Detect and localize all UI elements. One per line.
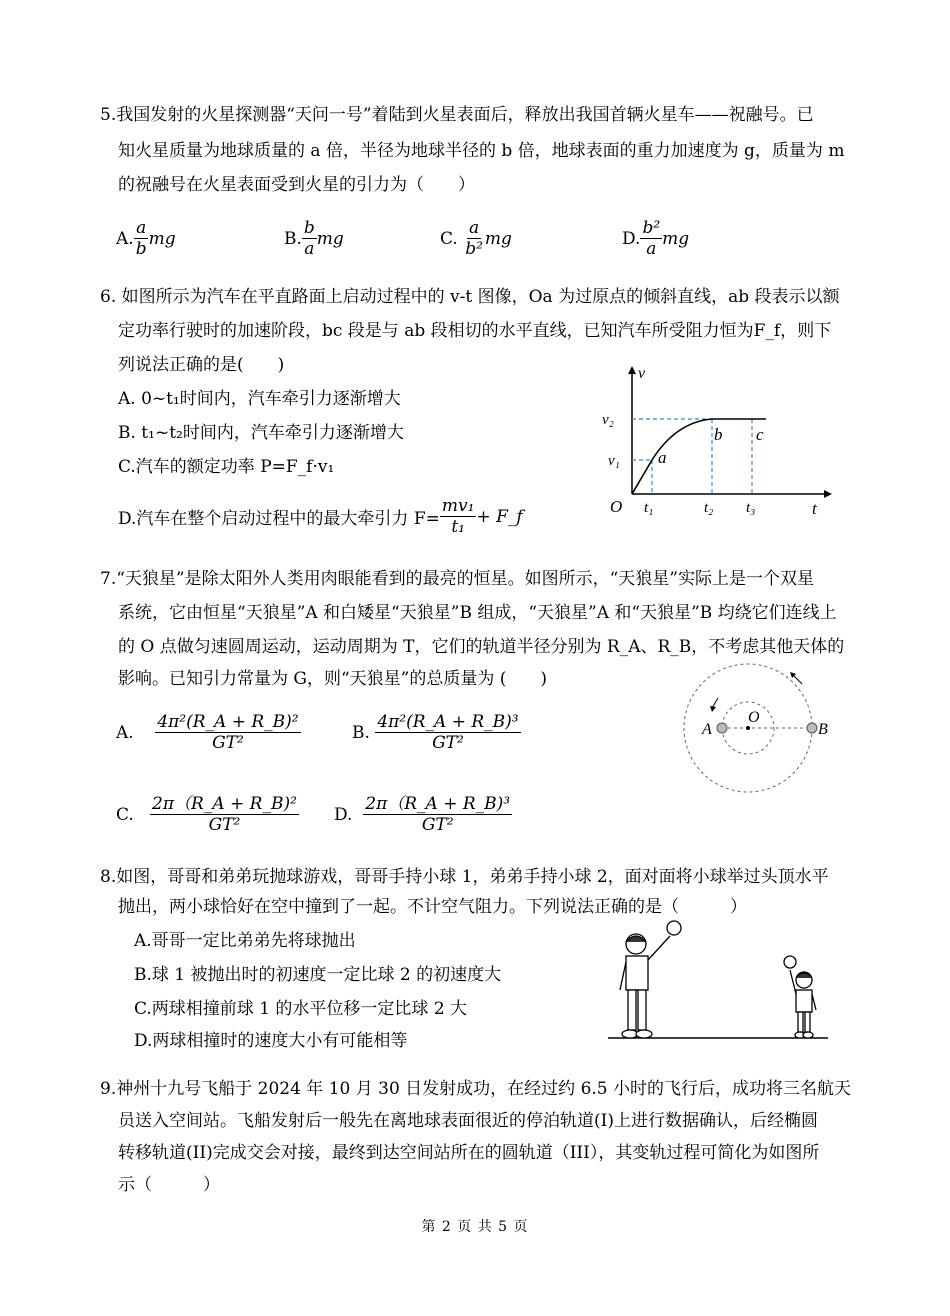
q5-line-1: 5.我国发射的火星探测器“天问一号”着陆到火星表面后，释放出我国首辆火星车——祝融号。已 [100, 105, 814, 125]
t3-label: t₃ [746, 500, 756, 516]
q9-line-4: 示（ ） [118, 1175, 220, 1195]
q7-option-b[interactable]: B. $\frac{\text{4π²(R\_A + R\_B)³}}{\text{GT²}}$ [352, 712, 519, 753]
q8-option-b[interactable]: B.球 1 被抛出时的初速度一定比球 2 的初速度大 [134, 965, 502, 985]
q9-line-2: 员送入空间站。飞船发射后一般先在离地球表面很近的停泊轨道(I)上进行数据确认，后经椭圆 [118, 1111, 818, 1131]
star-a-label: A [702, 721, 712, 738]
q5-line-2: 知火星质量为地球质量的 a 倍，半径为地球半径的 b 倍，地球表面的重力加速度为 g，质量为 m [118, 141, 845, 161]
q6-option-b[interactable]: B. t₁~t₂时间内，汽车牵引力逐渐增大 [118, 423, 404, 443]
q7-line-2: 系统，它由恒星“天狼星”A 和白矮星“天狼星”B 组成，“天狼星”A 和“天狼星”B 均绕它们连线上 [118, 603, 837, 623]
q8-option-d[interactable]: D.两球相撞时的速度大小有可能相等 [134, 1031, 408, 1051]
q7-line-3: 的 O 点做匀速圆周运动，运动周期为 T，它们的轨道半径分别为 R_A、R_B，不考虑其他天体的 [118, 637, 845, 657]
q7-option-c[interactable]: C. $\frac{\text{2π（R\_A + R\_B)²}}{\text{GT²}}$ [116, 794, 297, 835]
point-a-label: a [658, 448, 667, 467]
q6-line-3: 列说法正确的是( ) [118, 355, 285, 375]
page-footer: 第 2 页 共 5 页 [421, 1219, 529, 1235]
q5-line-3: 的祝融号在火星表面受到火星的引力为（ ） [118, 175, 475, 195]
q6-option-c[interactable]: C.汽车的额定功率 P=F_f·v₁ [118, 457, 335, 477]
older-brother [620, 934, 670, 1038]
q9-line-3: 转移轨道(II)完成交会对接，最终到达空间站所在的圆轨道（III），其变轨过程可简化为如图所 [118, 1143, 820, 1163]
q7-option-a[interactable]: A. $\frac{\text{4π²(R\_A + R\_B)²}}{\text{GT²}}$ [116, 712, 299, 753]
v2-label: v₂ [602, 412, 614, 428]
t2-label: t₂ [704, 500, 714, 516]
q6-option-a[interactable]: A. 0~t₁时间内，汽车牵引力逐渐增大 [118, 389, 401, 409]
q6-option-d[interactable]: D.汽车在整个启动过程中的最大牵引力 F= $\frac{\text{mv₁}}{\text{t₁}}$ + F_f [118, 496, 523, 537]
ball-1 [667, 921, 681, 935]
q5-option-c[interactable]: C. $\frac{a}{\text{b²}}$ mg [440, 218, 512, 259]
q7-line-1: 7.“天狼星”是除太阳外人类用肉眼能看到的最亮的恒星。如图所示，“天狼星”实际上是一个双星 [100, 569, 814, 589]
point-c-label: c [756, 425, 764, 444]
center-o [746, 726, 750, 730]
q6-line-2: 定功率行驶时的加速阶段，bc 段是与 ab 段相切的水平直线，已知汽车所受阻力恒为F_f，则下 [118, 321, 832, 341]
q9-line-1: 9.神州十九号飞船于 2024 年 10 月 30 日发射成功，在经过约 6.5 小时的飞行后，成功将三名航天 [100, 1079, 852, 1099]
ball-2 [784, 956, 796, 968]
q8-option-a[interactable]: A.哥哥一定比弟弟先将球抛出 [134, 931, 356, 951]
q5-option-d[interactable]: D. $\frac{\text{b²}}{a}$ mg [622, 218, 690, 259]
q7-line-4: 影响。已知引力常量为 G，则“天狼星”的总质量为 ( ) [118, 669, 548, 689]
q5-option-a[interactable]: A. $\frac{a}{b}$ mg [116, 218, 176, 259]
q5-option-b[interactable]: B. $\frac{b}{a}$ mg [284, 218, 344, 259]
center-o-label: O [748, 709, 760, 726]
boys-illustration [604, 914, 840, 1046]
q7-option-d[interactable]: D. $\frac{\text{2π（R\_A + R\_B)³}}{\text{GT²}}$ [334, 794, 511, 835]
binary-star-diagram [680, 662, 840, 802]
q8-option-c[interactable]: C.两球相撞前球 1 的水平位移一定比球 2 大 [134, 999, 468, 1019]
vt-graph [596, 362, 836, 522]
younger-brother [790, 970, 816, 1038]
q8-line-1: 8.如图，哥哥和弟弟玩抛球游戏，哥哥手持小球 1，弟弟手持小球 2，面对面将小球举过头顶水平 [100, 867, 829, 887]
t1-label: t₁ [644, 500, 654, 516]
t-axis-label: t [812, 499, 817, 518]
v-axis-label: v [638, 365, 646, 382]
star-b-label: B [818, 721, 828, 738]
v1-label: v₁ [608, 453, 620, 469]
point-b-label: b [714, 425, 723, 444]
star-a [717, 723, 727, 733]
star-b [807, 723, 817, 733]
origin-label: O [610, 497, 623, 516]
q8-line-2: 抛出，两小球恰好在空中撞到了一起。不计空气阻力。下列说法正确的是（ ） [118, 897, 747, 917]
q6-line-1: 6. 如图所示为汽车在平直路面上启动过程中的 v-t 图像，Oa 为过原点的倾斜直线，ab 段表示以额 [100, 287, 840, 307]
